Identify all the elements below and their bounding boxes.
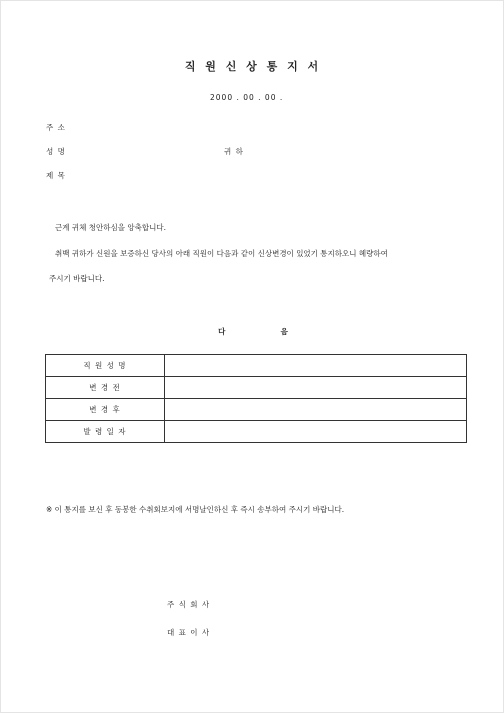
document-date: 2000 . 00 . 00 . <box>210 93 284 102</box>
body-text-line2: 주시기 바랍니다. <box>49 274 105 283</box>
greeting-text: 근계 귀체 청안하심을 앙축합니다. <box>55 223 166 232</box>
table-row-value <box>165 377 467 399</box>
table-row <box>46 377 467 399</box>
table-row <box>46 399 467 421</box>
field-subject <box>46 170 66 181</box>
table-row-value <box>165 421 467 443</box>
footnote: ※ 이 통지를 보신 후 동봉한 수취회보지에 서명날인하신 후 즉시 송부하여 주시기 바랍니다. <box>46 505 345 514</box>
table-row-label: 변 경 전 <box>46 377 165 399</box>
field-name <box>46 146 66 157</box>
field-subject-label: 제 목 <box>46 171 66 180</box>
field-name-label: 성 명 <box>46 147 66 156</box>
table-row <box>46 355 467 377</box>
document-title: 직 원 신 상 통 지 서 <box>184 60 322 73</box>
honorific: 귀 하 <box>224 147 244 156</box>
ceo-label: 대 표 이 사 <box>167 628 211 637</box>
body-text-line1: 취백 귀하가 신원을 보증하신 당사의 아래 직원이 다음과 같이 신상변경이 있었기 통지하오니 혜량하여 <box>55 249 388 258</box>
table-row-value <box>165 399 467 421</box>
table-row-value <box>165 355 467 377</box>
field-address <box>46 122 66 133</box>
notice-heading-right: 음 <box>280 327 288 336</box>
company-label: 주 식 회 사 <box>167 600 211 609</box>
table-row <box>46 421 467 443</box>
notice-heading <box>1 326 504 337</box>
field-address-label: 주 소 <box>46 123 66 132</box>
table-row-label: 변 경 후 <box>46 399 165 421</box>
table-row-label: 발 령 일 자 <box>46 421 165 443</box>
table-row-label: 직 원 성 명 <box>46 355 165 377</box>
info-table <box>45 354 467 443</box>
notice-heading-left: 다 <box>218 327 226 336</box>
